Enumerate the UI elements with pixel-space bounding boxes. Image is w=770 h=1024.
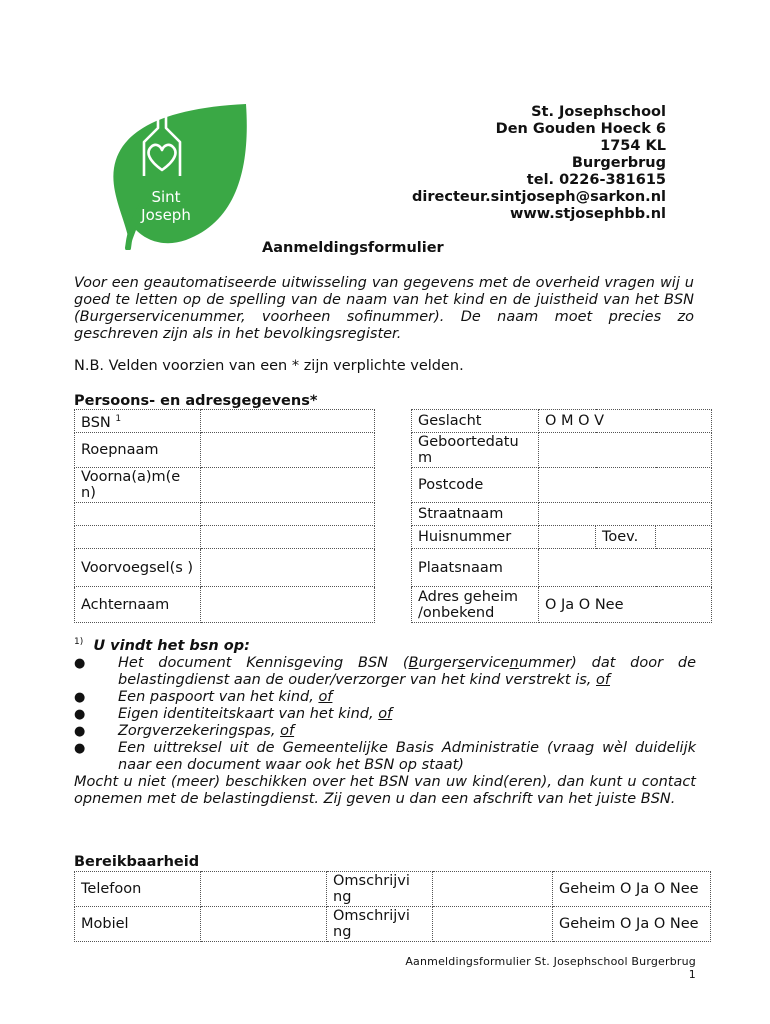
omschrijving-label: Omschrijvi ng [327, 872, 433, 907]
address-table [411, 409, 712, 623]
bsn-info-heading: $^{1)}$ U vindt het bsn op: [74, 637, 250, 654]
list-item: ● Een uittreksel uit de Gemeentelijke Basis Administratie (vraag wèl duidelijk naar een document waar ook het BSN op staat) [74, 739, 696, 773]
roepnaam-label: Roepnaam [75, 433, 201, 468]
voornamen-label: Voorna(a)m(e n) [75, 468, 201, 503]
list-item: ● Het document Kennisgeving BSN (Burgerservicenummer) dat door de belastingdienst aan de ouder/verzorger van het kind verstrekt is, of [74, 654, 696, 688]
bullet-icon: ● [74, 655, 86, 671]
contact-table [74, 871, 711, 942]
geboortedatum-input[interactable] [539, 433, 712, 468]
extra-name-input-2[interactable] [201, 526, 375, 549]
school-phone: tel. 0226-381615 [526, 172, 666, 188]
page-footer [405, 955, 696, 981]
postcode-label: Postcode [412, 468, 539, 503]
form-title: Aanmeldingsformulier [262, 240, 444, 256]
voorvoegsel-label: Voorvoegsel(s ) [75, 549, 201, 587]
straatnaam-label: Straatnaam [412, 503, 539, 526]
roepnaam-input[interactable] [201, 433, 375, 468]
achternaam-label: Achternaam [75, 587, 201, 623]
bullet-icon: ● [74, 740, 86, 756]
page-number: 1 [688, 968, 696, 981]
geslacht-options[interactable]: O M O V [539, 410, 712, 433]
plaatsnaam-label: Plaatsnaam [412, 549, 539, 587]
postcode-input[interactable] [539, 468, 712, 503]
school-name: St. Josephschool [531, 104, 666, 120]
empty-label-cell [75, 526, 201, 549]
bsn-info-closing: Mocht u niet (meer) beschikken over het BSN van uw kind(eren), dan kunt u contact opnemen met de belastingdienst. Zij geven u dan een afschrift van het juiste BSN. [74, 773, 696, 807]
school-street: Den Gouden Hoeck 6 [495, 121, 666, 137]
voornamen-input[interactable] [201, 468, 375, 503]
mobiel-label: Mobiel [75, 907, 201, 942]
school-postcode: 1754 KL [600, 138, 666, 154]
logo-text-joseph: Joseph [141, 206, 191, 224]
toev-label: Toev. [596, 526, 656, 549]
school-website[interactable]: www.stjosephbb.nl [510, 206, 666, 222]
adres-geheim-options[interactable]: O Ja O Nee [539, 587, 712, 623]
straatnaam-input[interactable] [539, 503, 712, 526]
telefoon-label: Telefoon [75, 872, 201, 907]
required-note: N.B. Velden voorzien van een * zijn verplichte velden. [74, 358, 464, 374]
mobiel-input[interactable] [201, 907, 327, 942]
section-personal-heading: Persoons- en adresgegevens* [74, 393, 318, 409]
mobiel-omschrijving-input[interactable] [433, 907, 553, 942]
bsn-input[interactable] [201, 410, 375, 433]
bsn-info [74, 634, 696, 808]
adres-geheim-label: Adres geheim /onbekend [412, 587, 539, 623]
bullet-icon: ● [74, 706, 86, 722]
achternaam-input[interactable] [201, 587, 375, 623]
huisnummer-label: Huisnummer [412, 526, 539, 549]
list-item: ● Een paspoort van het kind, of [74, 688, 333, 705]
huisnummer-input[interactable] [539, 526, 596, 549]
list-item: ● Eigen identiteitskaart van het kind, of [74, 705, 393, 722]
telefoon-input[interactable] [201, 872, 327, 907]
intro-text: Voor een geautomatiseerde uitwisseling van gegevens met de overheid vragen wij u goed te letten op de spelling van de naam van het kind en de juistheid van het BSN (Burgerservicenummer, voorheen sofinummer). De naam moet precies zo geschreven zijn als in het bevolkingsregister. [74, 275, 694, 342]
empty-label-cell [75, 503, 201, 526]
personal-table [74, 409, 375, 623]
geslacht-label: Geslacht [412, 410, 539, 433]
mobiel-geheim-options[interactable]: Geheim O Ja O Nee [553, 907, 711, 942]
section-contact-heading: Bereikbaarheid [74, 854, 200, 870]
footer-text: Aanmeldingsformulier St. Josephschool Burgerbrug [405, 955, 696, 968]
telefoon-geheim-options[interactable]: Geheim O Ja O Nee [553, 872, 711, 907]
school-city: Burgerbrug [571, 155, 666, 171]
list-item: ● Zorgverzekeringspas, of [74, 722, 295, 739]
bsn-label: BSN $^1$ [75, 410, 201, 433]
bullet-icon: ● [74, 689, 86, 705]
omschrijving-label: Omschrijvi ng [327, 907, 433, 942]
voorvoegsel-input[interactable] [201, 549, 375, 587]
plaatsnaam-input[interactable] [539, 549, 712, 587]
school-address [412, 104, 666, 223]
bullet-icon: ● [74, 723, 86, 739]
extra-name-input[interactable] [201, 503, 375, 526]
school-email[interactable]: directeur.sintjoseph@sarkon.nl [412, 189, 666, 205]
toev-input[interactable] [656, 526, 712, 549]
geboortedatum-label: Geboortedatu m [412, 433, 539, 468]
school-logo [108, 102, 250, 250]
logo-text-sint: Sint [151, 188, 181, 206]
telefoon-omschrijving-input[interactable] [433, 872, 553, 907]
